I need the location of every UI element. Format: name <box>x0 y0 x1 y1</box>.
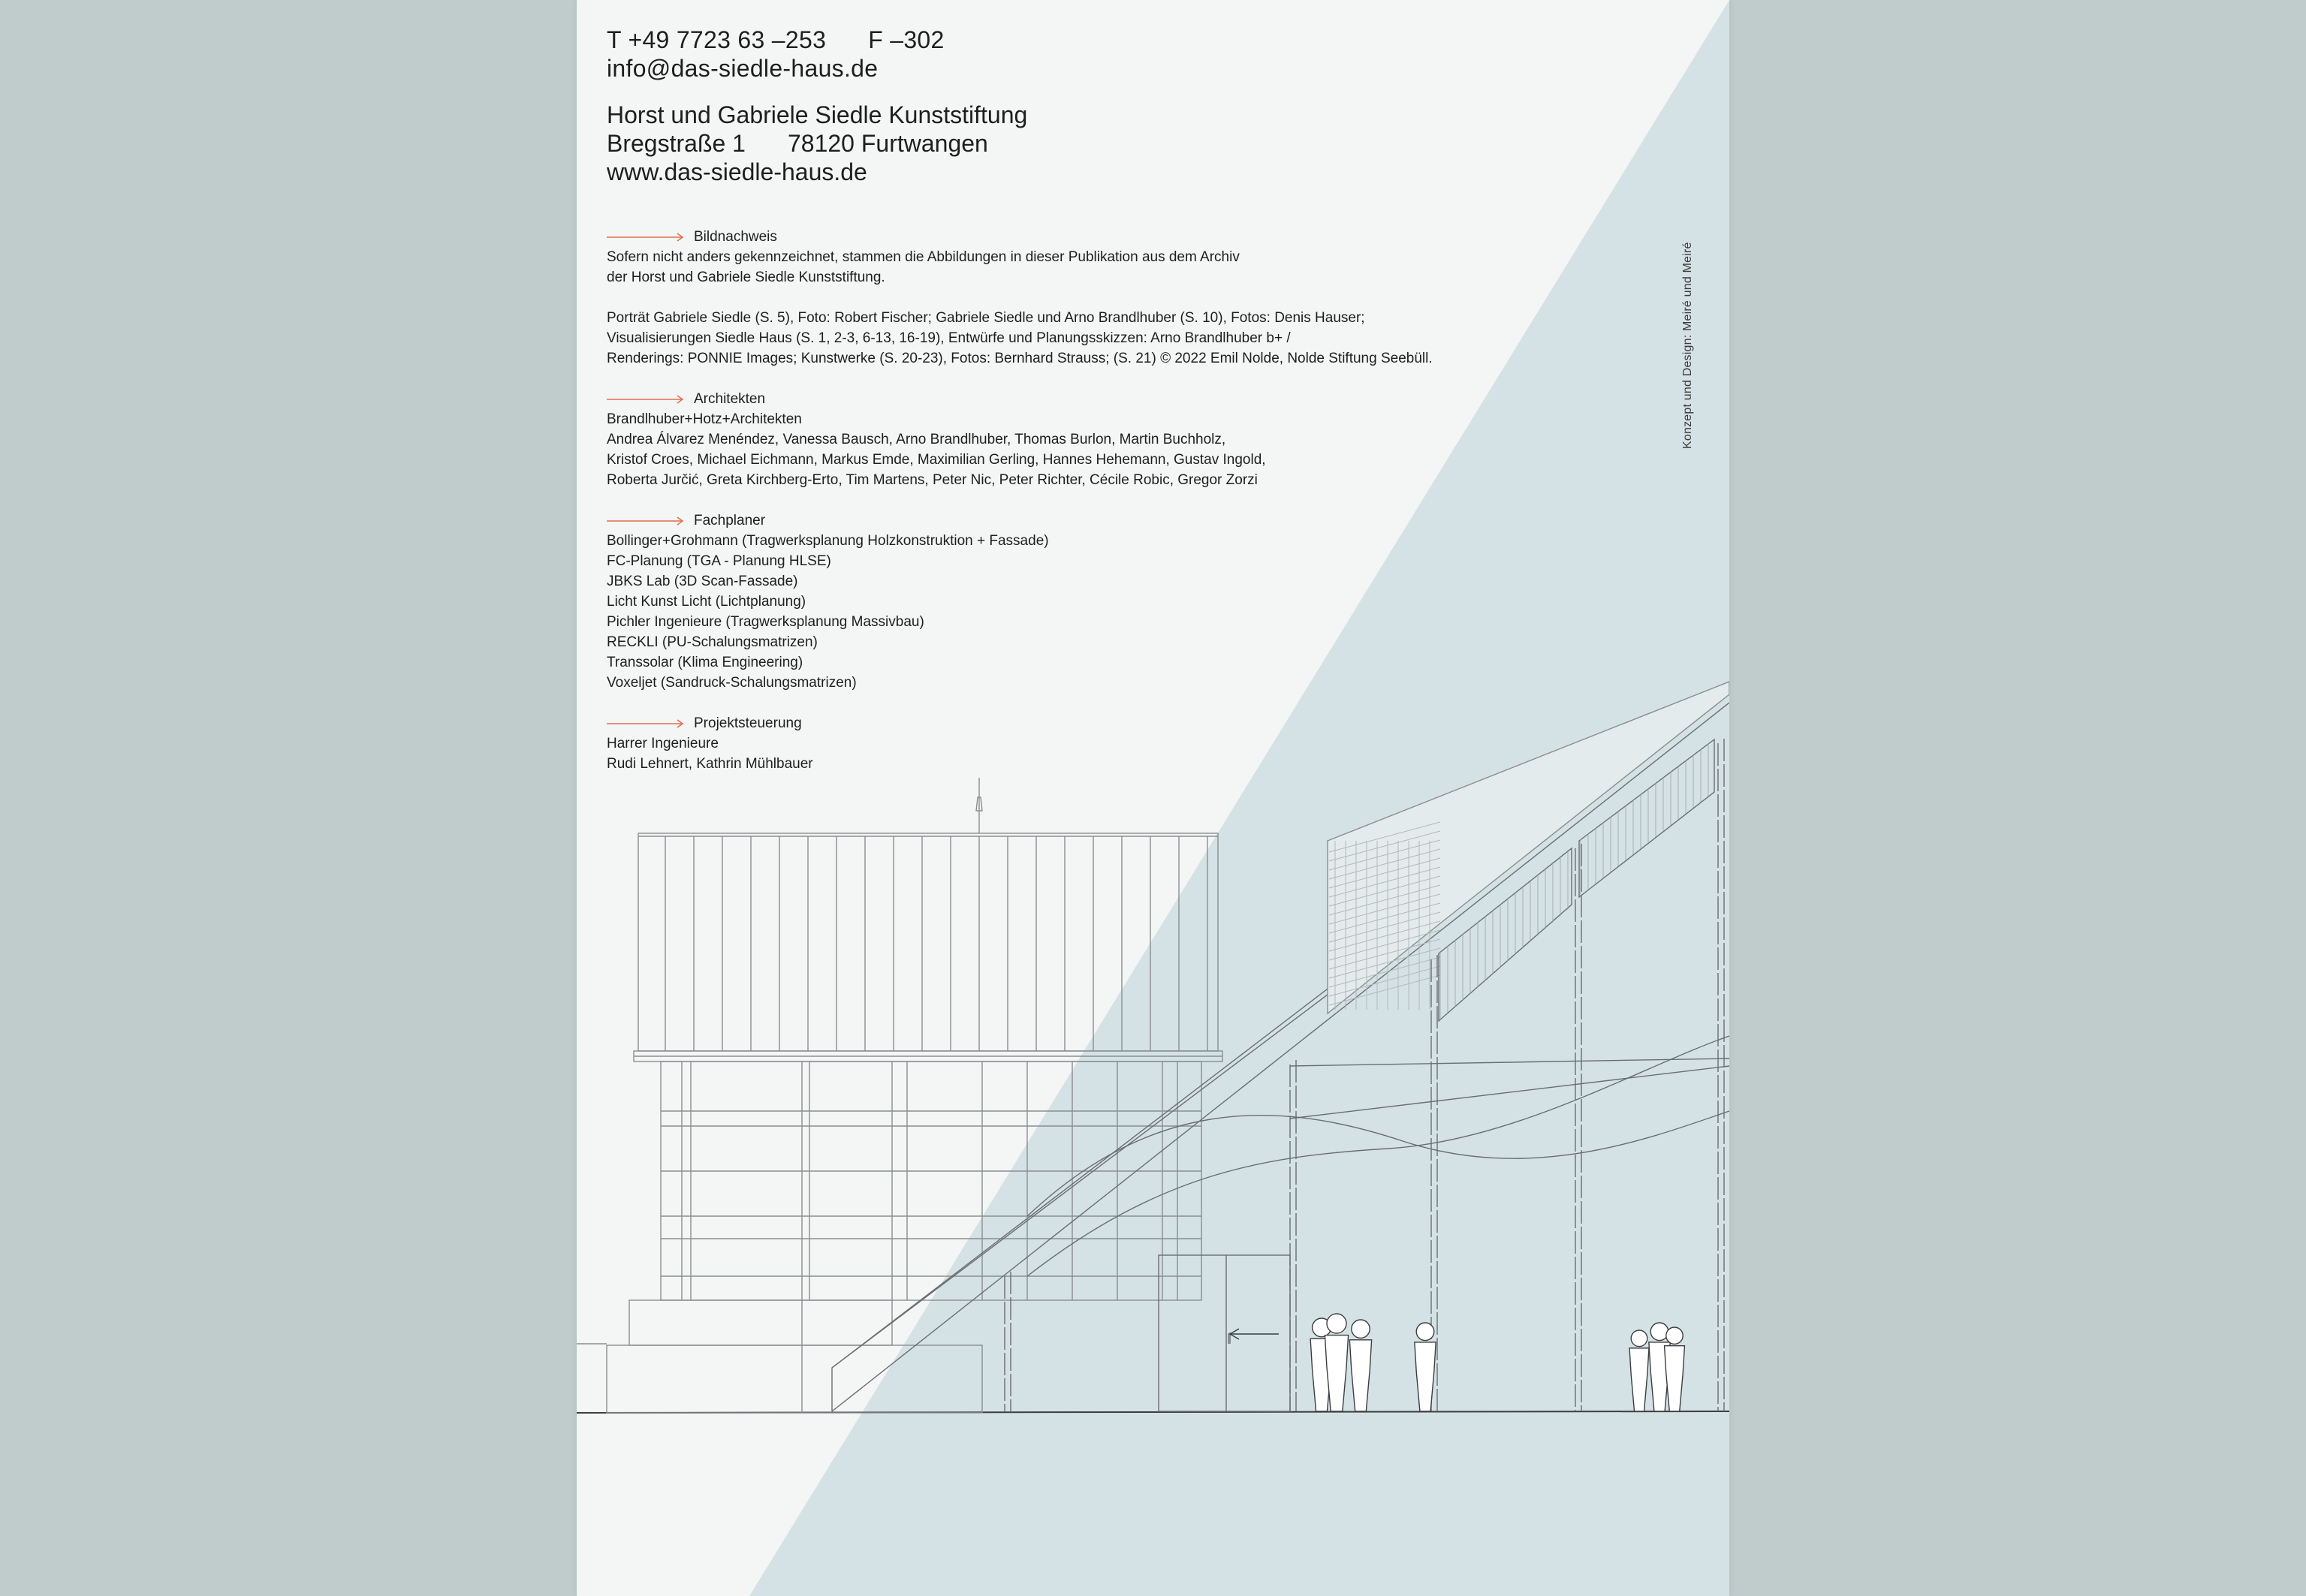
credit-line: JBKS Lab (3D Scan-Fassade) <box>607 574 798 589</box>
section-heading: Projektsteuerung <box>694 715 802 731</box>
arrow-right-icon <box>607 395 685 404</box>
fax-number: F –302 <box>868 26 945 53</box>
imprint-text <box>607 26 1508 774</box>
design-credit-vertical: Konzept und Design: Meiré und Meiré <box>1681 242 1694 449</box>
image-credits-section <box>607 227 1508 369</box>
street: Bregstraße 1 <box>607 130 746 157</box>
credit-line: Brandlhuber+Hotz+Architekten <box>607 411 802 427</box>
credit-line: Renderings: PONNIE Images; Kunstwerke (S. 20-23), Fotos: Bernhard Strauss; (S. 21) © 2022 Emil Nolde, Nolde Stiftung Seebüll. <box>607 351 1433 366</box>
credit-line: Roberta Jurčić, Greta Kirchberg-Erto, Tim Martens, Peter Nic, Peter Richter, Cécile Robic, Gregor Zorzi <box>607 472 1258 488</box>
foundation-name: Horst und Gabriele Siedle Kunststiftung <box>607 101 1028 128</box>
project-management-section <box>607 713 1508 774</box>
contact-block <box>607 26 1508 83</box>
credit-line: FC-Planung (TGA - Planung HLSE) <box>607 553 831 569</box>
person-figure <box>1349 1320 1371 1411</box>
person-figure <box>1665 1327 1685 1411</box>
person-figure <box>1415 1323 1436 1411</box>
arrow-right-icon <box>607 516 685 525</box>
credit-line: Voxeljet (Sandruck-Schalungsmatrizen) <box>607 675 857 691</box>
credit-line: Visualisierungen Siedle Haus (S. 1, 2-3, 6-13, 16-19), Entwürfe und Planungsskizzen: Arno Brandlhuber b+ / <box>607 330 1291 346</box>
credit-line: Porträt Gabriele Siedle (S. 5), Foto: Robert Fischer; Gabriele Siedle und Arno Brandlhuber (S. 10), Fotos: Denis Hauser; <box>607 310 1365 326</box>
credit-line: Bollinger+Grohmann (Tragwerksplanung Holzkonstruktion + Fassade) <box>607 533 1049 549</box>
phone-number[interactable]: T +49 7723 63 –253 <box>607 26 827 53</box>
credit-line: Pichler Ingenieure (Tragwerksplanung Massivbau) <box>607 614 924 630</box>
credit-line: Harrer Ingenieure <box>607 736 719 751</box>
person-figure <box>1629 1330 1649 1411</box>
foundation-address <box>607 101 1508 186</box>
right-building <box>832 682 1729 1411</box>
city: 78120 Furtwangen <box>787 130 988 157</box>
arrow-right-icon <box>607 719 685 728</box>
architects-section <box>607 389 1508 490</box>
section-heading: Bildnachweis <box>694 229 777 245</box>
left-building <box>577 778 1222 1413</box>
credit-line: Sofern nicht anders gekennzeichnet, stammen die Abbildungen in dieser Publikation aus dem Archiv <box>607 249 1240 265</box>
credit-line: Licht Kunst Licht (Lichtplanung) <box>607 594 806 610</box>
credit-line: Transsolar (Klima Engineering) <box>607 655 803 670</box>
section-heading: Architekten <box>694 391 766 407</box>
website-link[interactable]: www.das-siedle-haus.de <box>607 158 867 185</box>
credit-line: Kristof Croes, Michael Eichmann, Markus Emde, Maximilian Gerling, Hannes Hehemann, Gustav Ingold, <box>607 452 1266 468</box>
people-silhouettes <box>1310 1314 1684 1411</box>
back-cover-page <box>577 0 1729 1596</box>
credit-line: Andrea Álvarez Menéndez, Vanessa Bausch, Arno Brandlhuber, Thomas Burlon, Martin Buchholz, <box>607 432 1226 447</box>
specialists-section <box>607 510 1508 693</box>
section-heading: Fachplaner <box>694 513 766 528</box>
credit-line: Rudi Lehnert, Kathrin Mühlbauer <box>607 756 813 772</box>
email-link[interactable]: info@das-siedle-haus.de <box>607 55 879 82</box>
arrow-right-icon <box>607 233 685 242</box>
credit-line: der Horst und Gabriele Siedle Kunststiftung. <box>607 270 885 285</box>
credit-line: RECKLI (PU-Schalungsmatrizen) <box>607 634 818 650</box>
